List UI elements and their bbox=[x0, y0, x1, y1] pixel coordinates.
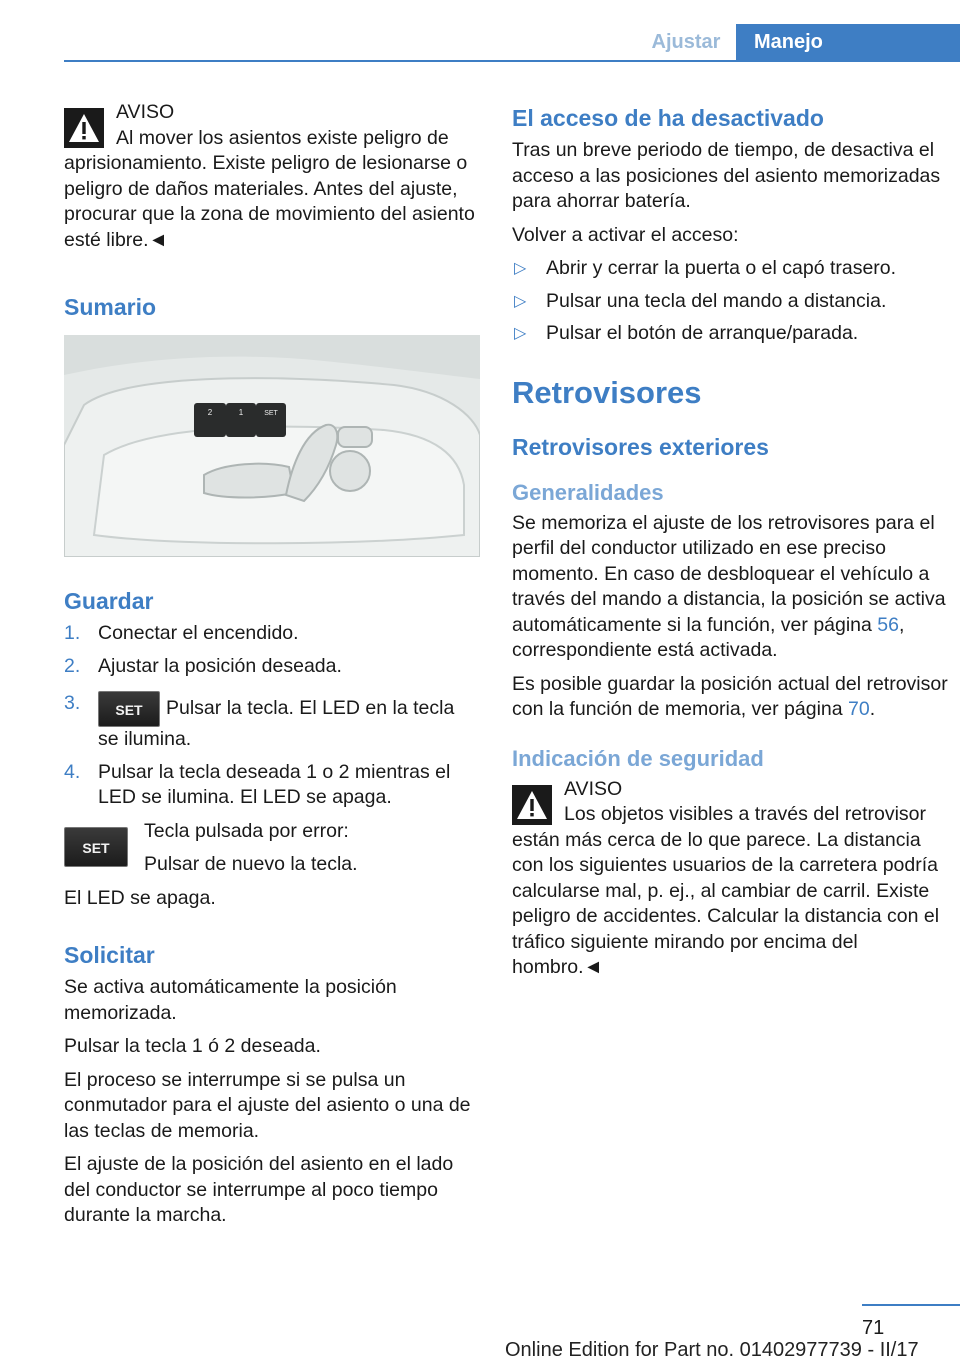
edition-footer: Online Edition for Part no. 01402977739 - II/17 bbox=[505, 1339, 919, 1361]
led-off-text: El LED se apaga. bbox=[64, 886, 216, 909]
key-2-label: 2 bbox=[207, 408, 213, 417]
acceso-p1: Tras un breve periodo de tiempo, de desactiva el acceso a las posiciones del asiento memorizadas para ahorrar batería. bbox=[512, 139, 941, 212]
warning-icon bbox=[512, 785, 576, 825]
heading-acceso: El acceso de ha desactivado bbox=[512, 105, 824, 131]
list-item: 3. SET Pulsar la tecla. El LED en la tecla se ilumina. bbox=[64, 692, 455, 750]
set-key-icon: SET bbox=[64, 827, 128, 867]
key-set-label: SET bbox=[264, 410, 278, 417]
warning-title: AVISO bbox=[116, 101, 175, 123]
warning-text: Al mover los asientos existe peligro de aprisionamiento. Existe peligro de lesionarse o peligro de daños materiales. Antes del ajuste, procurar que la zona de movimiento del asiento esté libre.◄ bbox=[64, 126, 475, 251]
header-rule bbox=[64, 60, 960, 62]
solicitar-p2: Pulsar la tecla 1 ó 2 deseada. bbox=[64, 1035, 321, 1057]
footer-rule bbox=[862, 1304, 960, 1306]
triangle-bullet-icon: ▷ bbox=[514, 325, 527, 342]
left-column bbox=[64, 100, 480, 1237]
generalidades-p1: Se memoriza el ajuste de los retrovisores para el perfil del conductor utilizado en ese preciso momento. En caso de desbloquear el vehículo a través del mando a distancia, la posición se activa automáticamente si la función, ver página 56, correspondiente está activada. bbox=[512, 511, 946, 661]
solicitar-p1: Se activa automáticamente la posición memorizada. bbox=[64, 976, 397, 1024]
heading-exteriores: Retrovisores exteriores bbox=[512, 433, 769, 460]
solicitar-p4: El ajuste de la posición del asiento en el lado del conductor se interrumpe al poco tiempo durante la marcha. bbox=[64, 1153, 454, 1226]
acceso-list bbox=[512, 256, 952, 347]
generalidades-p2: Es posible guardar la posición actual del retrovisor con la función de memoria, ver página 70. bbox=[512, 672, 948, 720]
warning-icon bbox=[64, 108, 128, 148]
warning-box bbox=[512, 777, 952, 981]
list-item: ▷ Pulsar el botón de arranque/parada. bbox=[512, 321, 952, 347]
warning-title: AVISO bbox=[564, 777, 623, 800]
tab-ajustar[interactable]: Ajustar bbox=[651, 31, 721, 53]
page-link-56[interactable]: 56 bbox=[877, 613, 899, 636]
list-item: 1. Conectar el encendido. bbox=[64, 622, 299, 644]
heading-sumario: Sumario bbox=[64, 294, 157, 320]
list-item: ▷ Pulsar una tecla del mando a distancia. bbox=[512, 289, 952, 315]
tab-manejo[interactable]: Manejo bbox=[736, 24, 960, 61]
heading-generalidades: Generalidades bbox=[512, 479, 664, 505]
right-column bbox=[512, 100, 952, 991]
page-number: 71 bbox=[862, 1317, 885, 1339]
page-header bbox=[0, 0, 960, 64]
list-item: ▷ Abrir y cerrar la puerta o el capó trasero. bbox=[512, 256, 952, 282]
warning-box bbox=[64, 100, 480, 253]
set-note bbox=[64, 819, 480, 878]
triangle-bullet-icon: ▷ bbox=[514, 292, 527, 310]
guardar-steps bbox=[64, 621, 480, 811]
key-1-label: 1 bbox=[238, 408, 244, 417]
seat-controls-photo bbox=[64, 335, 480, 557]
solicitar-p3: El proceso se interrumpe si se pulsa un conmutador para el ajuste del asiento o una de las teclas de memoria. bbox=[64, 1068, 471, 1142]
set-key-icon: SET bbox=[98, 691, 160, 727]
list-item: 2. Ajustar la posición deseada. bbox=[64, 654, 342, 677]
heading-seguridad: Indicación de seguridad bbox=[512, 745, 764, 771]
heading-retrovisores: Retrovisores bbox=[512, 374, 702, 410]
set-note-line1: Tecla pulsada por error: bbox=[144, 819, 349, 842]
page-link-70[interactable]: 70 bbox=[848, 698, 870, 720]
heading-solicitar: Solicitar bbox=[64, 942, 155, 968]
warning-text: Los objetos visibles a través del retrovisor están más cerca de lo que parece. La distancia con los siguientes usuarios de la carretera podría calcularse mal, p. ej., al cambiar de carril. Existe peligro de accidentes. Calcular la distancia con el tráfico siguiente mirando por encima del hombro.◄ bbox=[512, 803, 940, 978]
set-note-line2: Pulsar de nuevo la tecla. bbox=[144, 853, 358, 875]
heading-guardar: Guardar bbox=[64, 588, 154, 614]
acceso-p2: Volver a activar el acceso: bbox=[512, 223, 739, 246]
list-item: 4. Pulsar la tecla deseada 1 o 2 mientras el LED se ilumina. El LED se apaga. bbox=[64, 760, 451, 808]
triangle-bullet-icon: ▷ bbox=[514, 260, 527, 277]
